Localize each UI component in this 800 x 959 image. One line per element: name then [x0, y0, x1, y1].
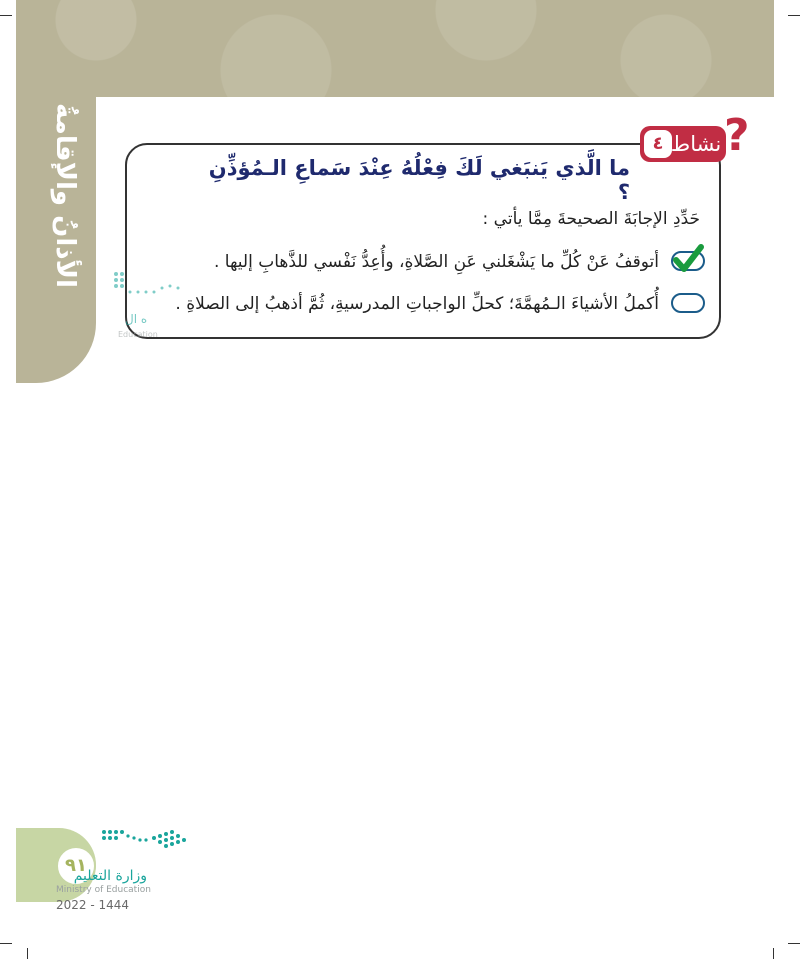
question-mark-icon: ?	[724, 110, 750, 161]
crop-mark	[788, 943, 800, 944]
answer-option[interactable]	[160, 290, 705, 320]
ministry-watermark-logo	[112, 270, 192, 310]
crop-mark	[773, 948, 774, 959]
answer-option[interactable]	[160, 248, 705, 278]
activity-question: ما الَّذي يَنبَغي لَكَ فِعْلُهُ عِنْدَ سَماعِ الـمُؤذِّنِ ؟	[208, 156, 630, 204]
page-number: ٩١	[56, 846, 96, 886]
answer-text: أُكملُ الأشياءَ الـمُهمَّةَ؛ كحلِّ الواجباتِ المدرسيةِ، ثُمَّ أذهبُ إلى الصلاةِ .	[175, 294, 659, 314]
edition-year: 2022 - 1444	[56, 898, 130, 912]
answer-checkbox[interactable]	[671, 293, 705, 313]
answer-checkbox[interactable]	[671, 251, 705, 271]
ministry-name-arabic: وزارة التعليم	[73, 868, 147, 884]
answer-text: أتوقفُ عَنْ كُلِّ ما يَشْغَلني عَنِ الصَّلاةِ، وأُعِدُّ نَفْسي للذَّهابِ إليها .	[213, 252, 659, 272]
unit-title: الأذانُ والإقامةُ	[50, 102, 80, 288]
activity-number: ٤	[644, 130, 672, 158]
activity-badge	[640, 110, 750, 164]
watermark-arabic: ه ال	[125, 312, 148, 326]
ministry-name-english: Ministry of Education	[56, 885, 151, 895]
header-band	[16, 0, 774, 97]
activity-instruction: حَدِّدِ الإجابَةَ الصحيحةَ مِمَّا يأتي :	[482, 209, 700, 229]
crop-mark	[0, 943, 12, 944]
ministry-logo-icon	[98, 826, 188, 866]
activity-label: نشاط	[670, 132, 722, 156]
crop-mark	[27, 948, 28, 959]
crop-mark	[788, 15, 800, 16]
crop-mark	[0, 15, 12, 16]
checkmark-icon	[671, 243, 705, 277]
watermark-english: Education	[118, 330, 158, 339]
